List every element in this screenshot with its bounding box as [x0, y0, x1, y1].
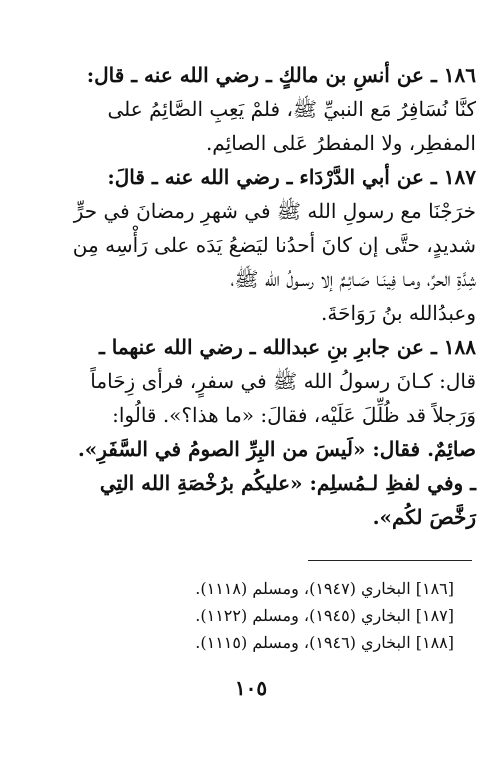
- hadith-188-line-5: ـ وفي لفظِ لـمُسلِم: «عليكُم برُخْصَةِ الله التِي: [99, 471, 476, 495]
- hadith-188-line-2: قال: كـانَ رسولُ الله ﷺ في سفرٍ، فرأى زِحَاماً: [90, 369, 476, 393]
- hadith-188-line-3: وَرَجلاً قد ظُلِّلَ عَلَيْه، فقالَ: «ما هذا؟». قالُوا:: [112, 403, 476, 427]
- hadith-188-line-4: صائِمٌ. فقال: «لَيسَ من البِرِّ الصومُ في السَّفَرِ».: [77, 437, 476, 461]
- hadith-187-line-5: وعبدُالله بنُ رَوَاحَةَ.: [321, 301, 476, 325]
- hadith-187-line-3: شديدٍ، حتَّى إن كانَ أحدُنا ليَضعُ يَدَه على رَأْسِه مِن: [72, 233, 476, 257]
- footnotes: [74, 575, 454, 656]
- hadith-186: [30, 58, 476, 160]
- hadith-187-line-1: ١٨٧ ـ عن أبي الدَّرْدَاء ـ رضي الله عنه ـ قالَ:: [107, 165, 476, 189]
- hadith-187-line-2: خرَجْنَا مع رسولِ الله ﷺ في شهرِ رمضانَ في حرٍّ: [73, 199, 476, 223]
- hadith-187: [30, 160, 476, 330]
- hadith-188-line-6: رَخَّصَ لكُم».: [372, 505, 476, 529]
- hadith-186-line-1: ١٨٦ ـ عن أنسِ بن مالكٍ ـ رضي الله عنه ـ قال:: [86, 63, 476, 87]
- hadith-186-line-3: المفطِر، ولا المفطرُ عَلى الصائِم.: [205, 131, 476, 155]
- hadith-188-line-1: ١٨٨ ـ عن جابرِ بنِ عبدالله ـ رضي الله عنهما ـ: [98, 335, 476, 359]
- page-body: [30, 58, 476, 534]
- hadith-186-line-2: كنَّا نُسَافِرُ مَع النبيِّ ﷺ، فلمْ يَعِبِ الصَّائِمُ على: [107, 97, 476, 121]
- footnote-188: [١٨٨] البخاري (١٩٤٦)، ومسلم (١١١٥).: [195, 633, 454, 652]
- footnote-186: [١٨٦] البخاري (١٩٤٧)، ومسلم (١١١٨).: [195, 579, 454, 598]
- hadith-187-line-4: شِدَّةِ الحرِّ، ومـا فِينَـا صَـائِـمٌ إلا رسـولُ الله ﷺ،: [230, 267, 476, 291]
- footnote-divider: [308, 560, 472, 561]
- hadith-188: [30, 330, 476, 534]
- page-number: ١٠٥: [234, 676, 268, 700]
- footnote-187: [١٨٧] البخاري (١٩٤٥)، ومسلم (١١٢٢).: [195, 606, 454, 625]
